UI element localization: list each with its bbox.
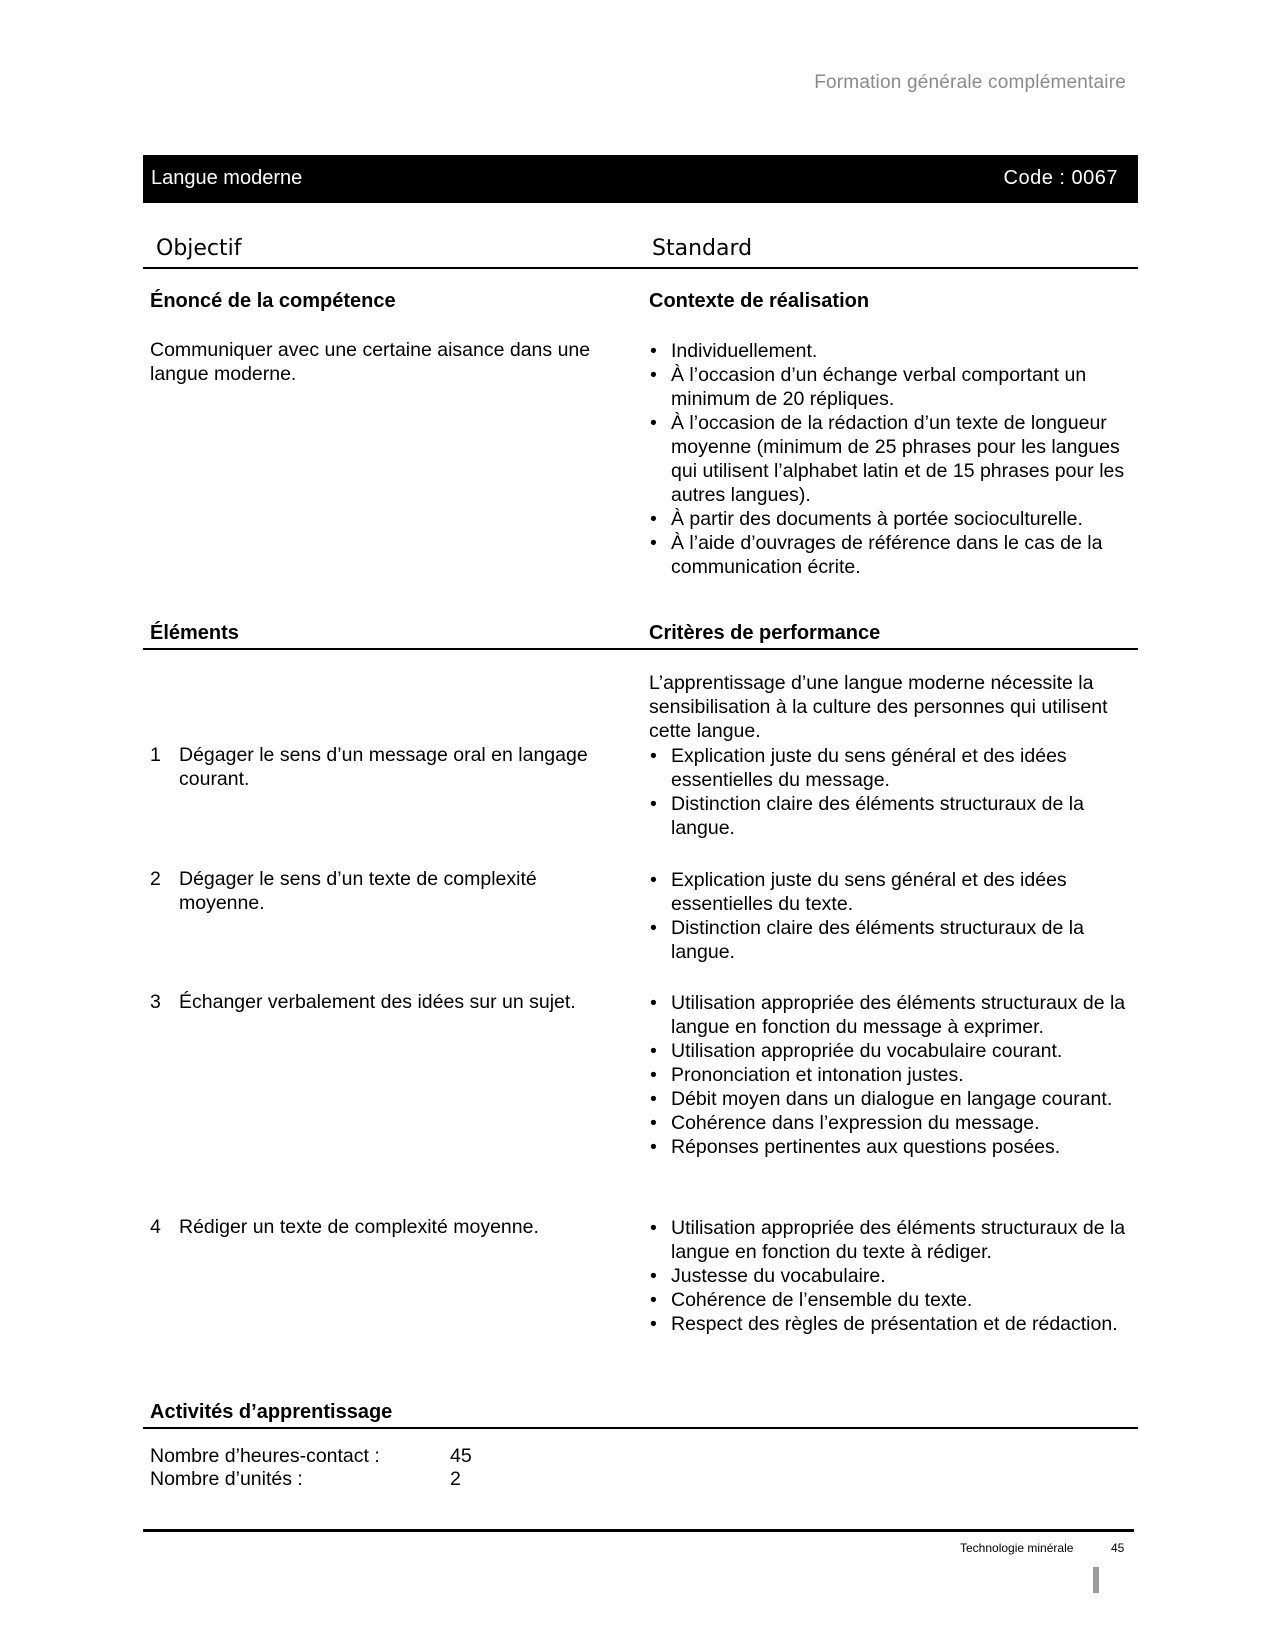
list-item: • Débit moyen dans un dialogue en langage courant.: [649, 1087, 1127, 1111]
criteres-intro: L’apprentissage d’une langue moderne nécessite la sensibilisation à la culture des personnes qui utilisent cette langue.: [649, 672, 1108, 742]
hours-label: Nombre d’heures-contact :: [150, 1445, 380, 1467]
list-item: • Utilisation appropriée des éléments structuraux de la langue en fonction du texte à rédiger.: [649, 1216, 1127, 1264]
course-name: Langue moderne: [151, 167, 303, 189]
hours-row: [150, 1445, 472, 1468]
list-item: • Individuellement.: [649, 339, 1127, 363]
element-text: Échanger verbalement des idées sur un sujet.: [179, 991, 576, 1013]
page-number: 45: [1111, 1541, 1125, 1555]
list-item: • Utilisation appropriée des éléments structuraux de la langue en fonction du message à exprimer.: [649, 991, 1127, 1039]
list-item: • Réponses pertinentes aux questions posées.: [649, 1135, 1127, 1159]
activites-table: [150, 1445, 472, 1491]
elements-title: Éléments: [150, 622, 239, 644]
list-item: • Utilisation appropriée du vocabulaire courant.: [649, 1039, 1127, 1063]
list-item: • À l’occasion d’un échange verbal comportant un minimum de 20 répliques.: [649, 363, 1127, 411]
contexte-title: Contexte de réalisation: [649, 290, 870, 312]
units-label: Nombre d’unités :: [150, 1468, 303, 1490]
footer-label: Technologie minérale: [960, 1541, 1074, 1555]
element-number: 3: [150, 991, 161, 1013]
element-number: 2: [150, 868, 161, 890]
criteria-list: [649, 1216, 1127, 1336]
list-item: • Explication juste du sens général et des idées essentielles du texte.: [649, 868, 1127, 916]
element-number: 1: [150, 744, 161, 766]
footer-mark: [1093, 1567, 1099, 1593]
element-text: Dégager le sens d’un message oral en langage courant.: [179, 744, 588, 790]
element-text: Rédiger un texte de complexité moyenne.: [179, 1216, 539, 1238]
list-item: • Distinction claire des éléments structuraux de la langue.: [649, 792, 1127, 840]
course-code: Code : 0067: [1003, 167, 1118, 189]
hours-value: 45: [450, 1445, 472, 1467]
list-item: • Cohérence dans l’expression du message.: [649, 1111, 1127, 1135]
element-number: 4: [150, 1216, 161, 1238]
list-item: • Respect des règles de présentation et de rédaction.: [649, 1312, 1127, 1336]
list-item: • Cohérence de l’ensemble du texte.: [649, 1288, 1127, 1312]
list-item: • Prononciation et intonation justes.: [649, 1063, 1127, 1087]
criteres-title: Critères de performance: [649, 622, 881, 644]
enonce-text: Communiquer avec une certaine aisance dans une langue moderne.: [150, 339, 591, 385]
footer-rule: [143, 1529, 1134, 1532]
element-text: Dégager le sens d’un texte de complexité moyenne.: [179, 868, 537, 914]
running-head: Formation générale complémentaire: [814, 72, 1126, 93]
list-item: • À l’aide d’ouvrages de référence dans le cas de la communication écrite.: [649, 531, 1127, 579]
list-item: • Distinction claire des éléments structuraux de la langue.: [649, 916, 1127, 964]
activites-title: Activités d’apprentissage: [150, 1401, 393, 1423]
list-item: • À l’occasion de la rédaction d’un texte de longueur moyenne (minimum de 25 phrases pour les langues qui utilisent l’alphabet latin et de 15 phrases pour les autres langues).: [649, 411, 1127, 507]
column-heading-objectif: Objectif: [156, 236, 242, 261]
divider: [143, 648, 1138, 650]
criteria-list: [649, 744, 1127, 840]
units-value: 2: [450, 1468, 461, 1490]
divider: [143, 1427, 1138, 1429]
enonce-title: Énoncé de la compétence: [150, 290, 396, 312]
units-row: [150, 1468, 472, 1491]
criteria-list: [649, 991, 1127, 1159]
contexte-list: [649, 339, 1127, 579]
list-item: • Explication juste du sens général et des idées essentielles du message.: [649, 744, 1127, 792]
column-heading-standard: Standard: [652, 236, 753, 261]
criteria-list: [649, 868, 1127, 964]
title-bar: [143, 155, 1138, 203]
list-item: • Justesse du vocabulaire.: [649, 1264, 1127, 1288]
divider: [143, 267, 1138, 269]
list-item: • À partir des documents à portée socioculturelle.: [649, 507, 1127, 531]
